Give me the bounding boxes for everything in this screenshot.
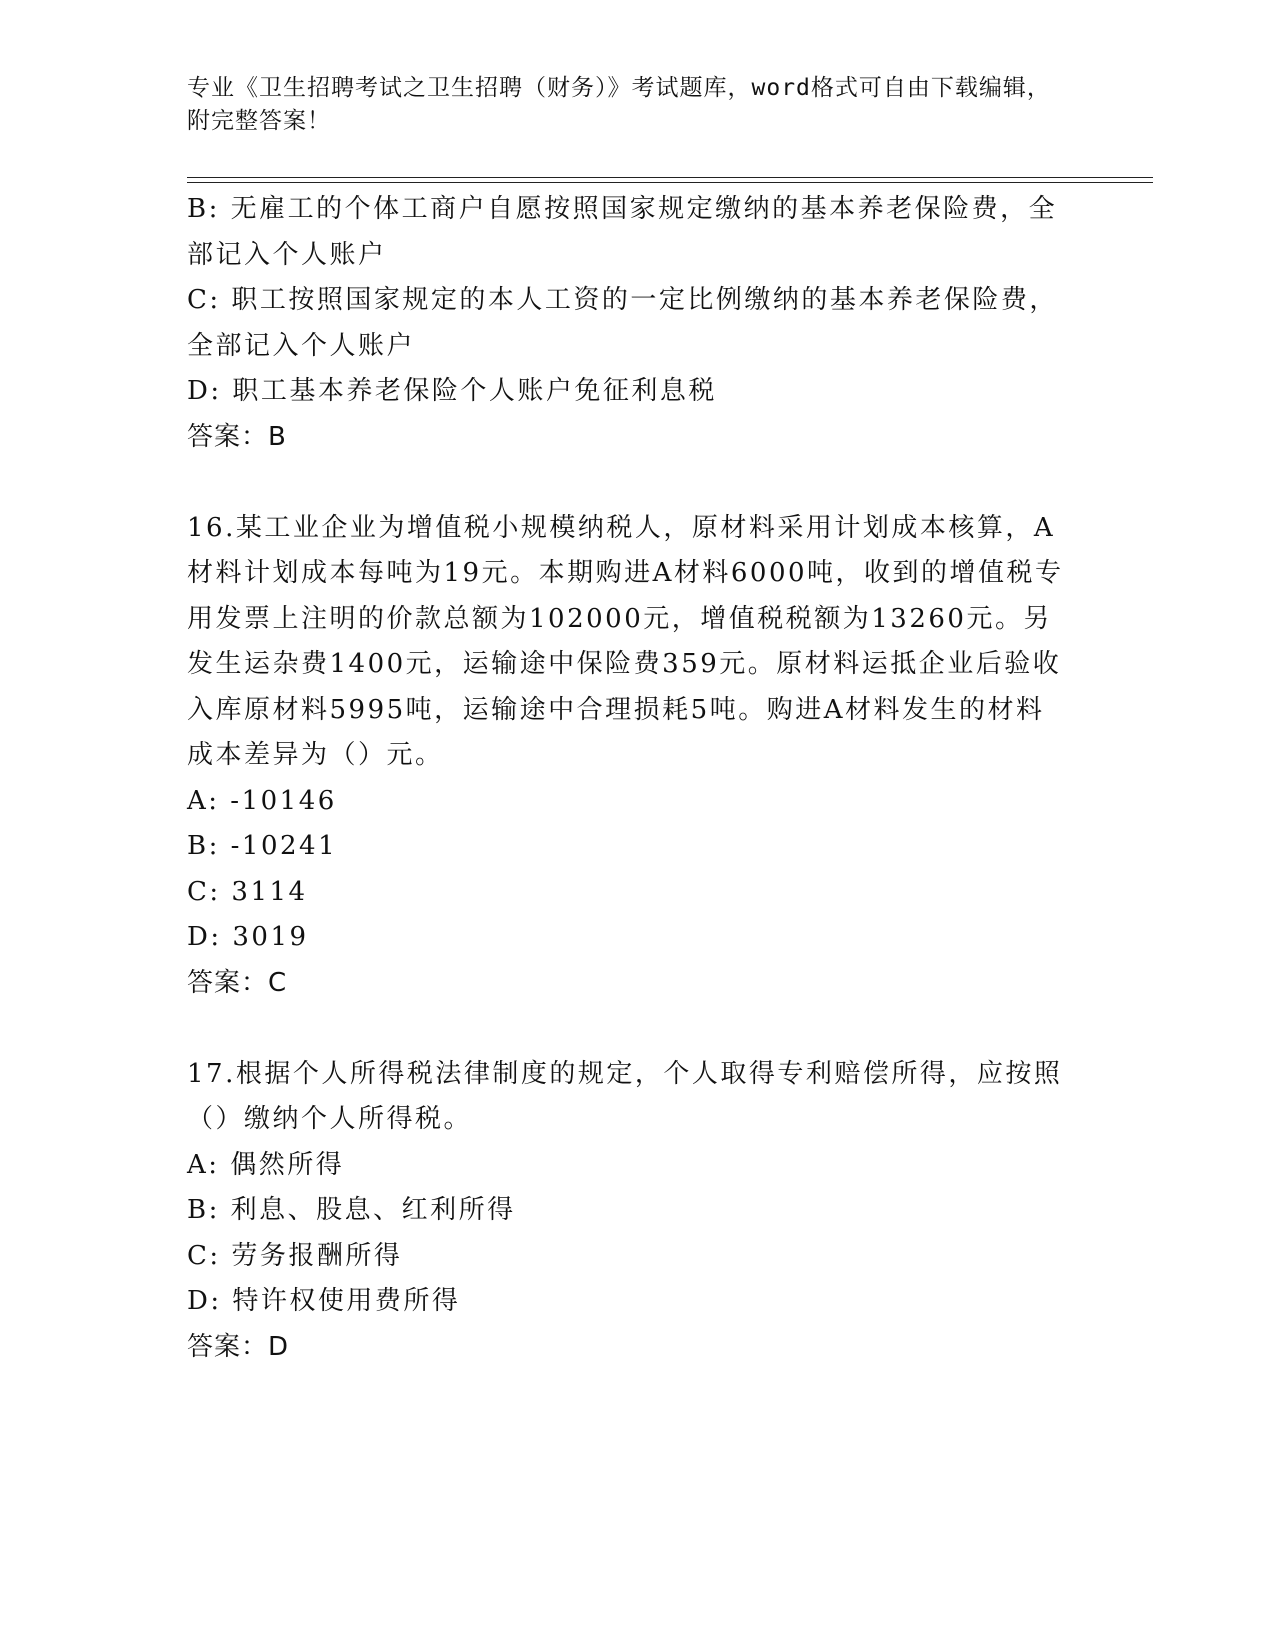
option-b: B: -10241 [187, 831, 338, 861]
option-d: D: 职工基本养老保险个人账户免征利息税 [187, 376, 717, 406]
option-c: C: 劳务报酬所得 [187, 1240, 403, 1271]
header-rule-bottom [187, 182, 1153, 183]
header-text: 专业《卫生招聘考试之卫生招聘（财务）》考试题库，word格式可自由下载编辑，附完整答案！ [187, 75, 1051, 134]
answer-label: 答案：C [187, 967, 288, 998]
option-a: A: 偶然所得 [187, 1149, 345, 1180]
answer-label: 答案：D [187, 1331, 290, 1362]
prev-question-block [187, 187, 1067, 460]
question-text: 17.根据个人所得税法律制度的规定，个人取得专利赔偿所得，应按照（）缴纳个人所得税。 [187, 1058, 1063, 1134]
question-16-block [187, 506, 1067, 1007]
question-text: 16.某工业企业为增值税小规模纳税人，原材料采用计划成本核算，A材料计划成本每吨为19元。本期购进A材料6000吨，收到的增值税专用发票上注明的价款总额为102000元，增值税税额为13260元。另发生运杂费1400元，运输途中保险费359元。原材料运抵企业后验收入库原材料5995吨，运输途中合理损耗5吨。购进A材料发生的材料成本差异为（）元。 [187, 512, 1064, 770]
option-b: B: 利息、股息、红利所得 [187, 1195, 516, 1225]
question-17-block [187, 1052, 1067, 1371]
option-d: D: 3019 [187, 922, 309, 952]
option-d: D: 特许权使用费所得 [187, 1286, 461, 1316]
header-rule-top [187, 177, 1153, 178]
option-a: A: -10146 [187, 785, 337, 816]
document-header [187, 72, 1067, 138]
option-c: C: 职工按照国家规定的本人工资的一定比例缴纳的基本养老保险费，全部记入个人账户 [187, 285, 1058, 361]
document-body [187, 187, 1067, 1370]
answer-label: 答案：B [187, 421, 287, 452]
option-b: B: 无雇工的个体工商户自愿按照国家规定缴纳的基本养老保险费，全部记入个人账户 [187, 194, 1058, 270]
option-c: C: 3114 [187, 876, 308, 907]
